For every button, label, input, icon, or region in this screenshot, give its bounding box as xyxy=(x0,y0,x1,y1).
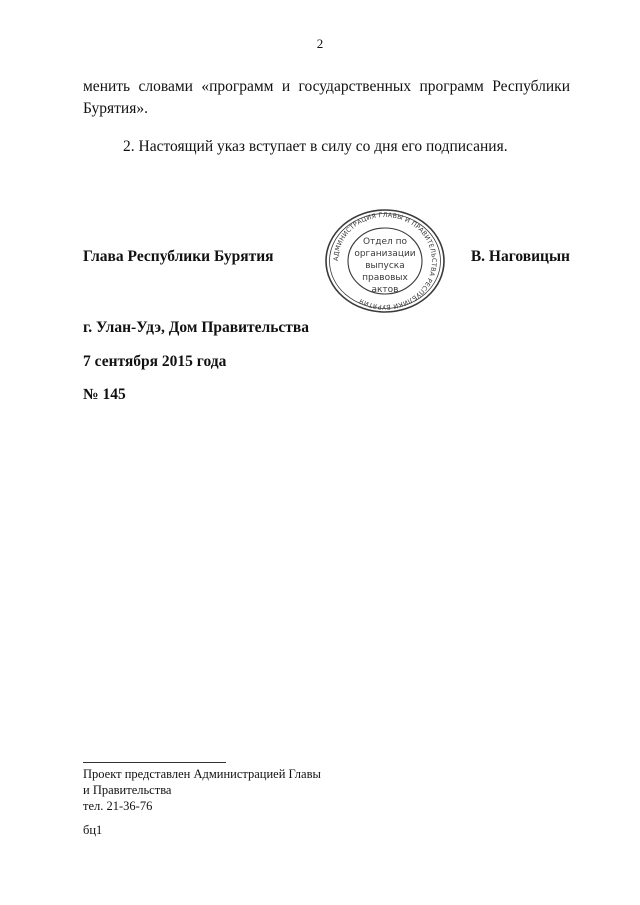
stamp-line-5: актов xyxy=(371,285,399,295)
document-code: бц1 xyxy=(83,823,103,837)
stamp-line-3: выпуска xyxy=(365,261,405,271)
paragraph-continuation: менить словами «программ и государственных программ Республики Бурятия». xyxy=(83,78,570,117)
signature-name: В. Наговицын xyxy=(470,248,570,265)
decree-number: № 145 xyxy=(83,386,126,403)
signing-place: г. Улан-Удэ, Дом Правительства xyxy=(83,319,310,336)
paragraph-effective-date: 2. Настоящий указ вступает в силу со дня его подписания. xyxy=(123,138,508,155)
stamp-line-2: организации xyxy=(354,249,416,259)
footnote-line-1: Проект представлен Администрацией Главы xyxy=(83,767,321,781)
page-number: 2 xyxy=(316,36,324,51)
footnote-line-2: и Правительства xyxy=(83,783,172,797)
stamp-line-1: Отдел по xyxy=(362,237,408,247)
signing-date: 7 сентября 2015 года xyxy=(83,353,227,370)
stamp-ring-text: АДМИНИСТРАЦИЯ ГЛАВЫ И ПРАВИТЕЛЬСТВА РЕСПУБЛИКИ БУРЯТИЯ xyxy=(331,210,439,312)
footnote xyxy=(83,766,321,814)
signature-title: Глава Республики Бурятия xyxy=(83,248,274,265)
official-stamp xyxy=(324,208,446,314)
footnote-line-3: тел. 21-36-76 xyxy=(83,799,153,813)
stamp-line-4: правовых xyxy=(362,273,408,283)
footnote-rule xyxy=(83,762,226,763)
